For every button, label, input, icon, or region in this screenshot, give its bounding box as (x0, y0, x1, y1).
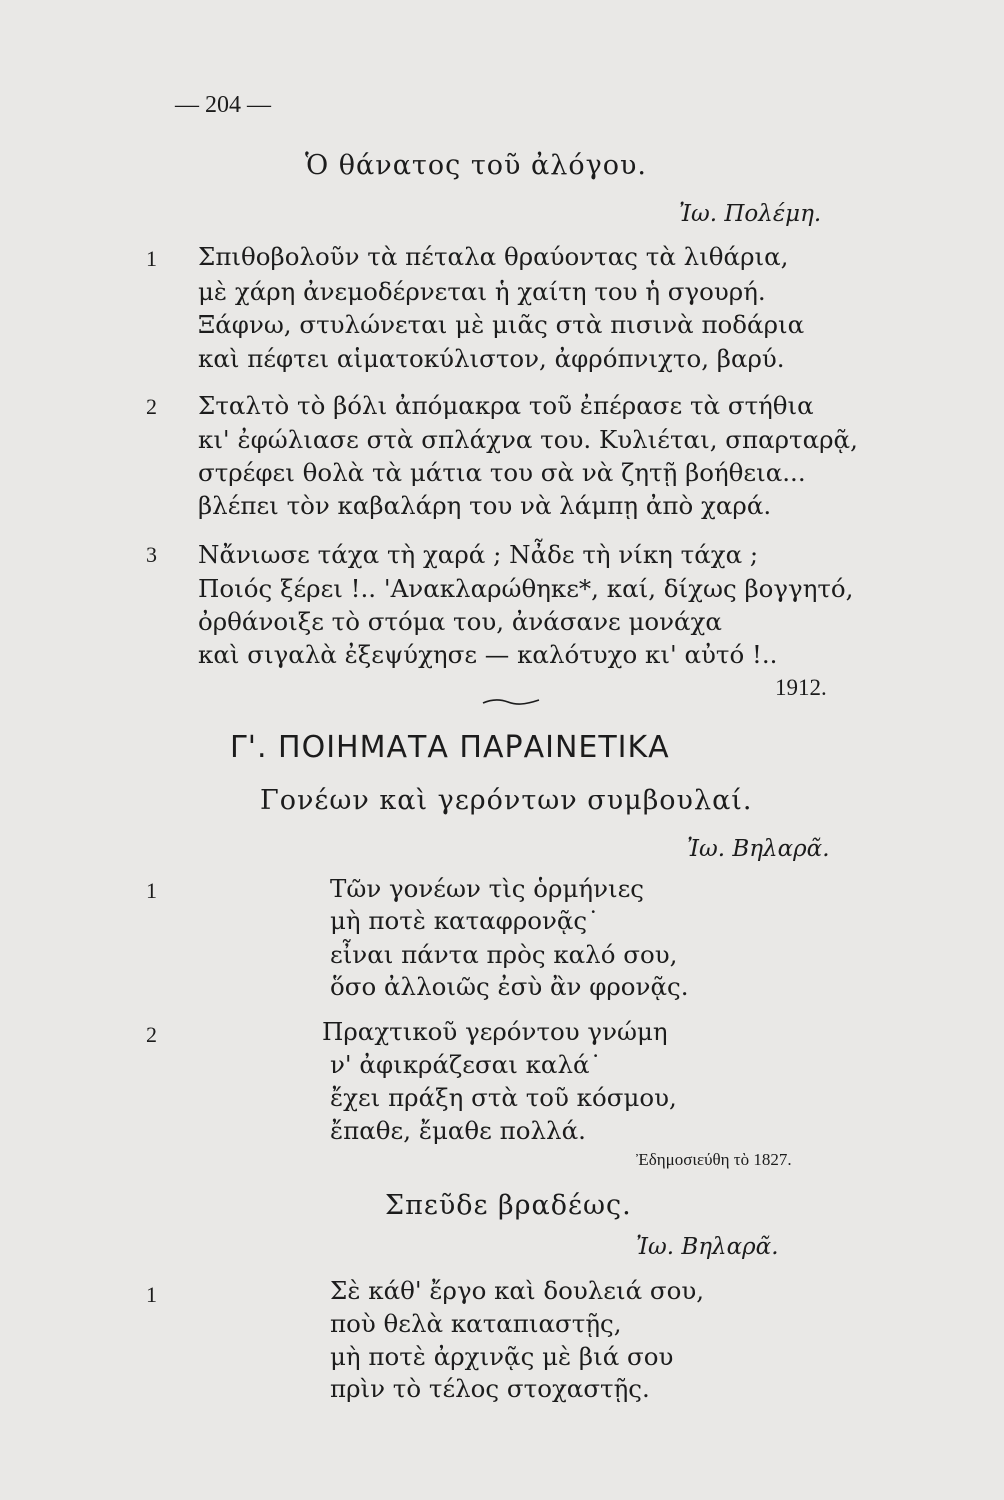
publication-note: Ἐδημοσιεύθη τὸ 1827. (636, 1150, 792, 1169)
stanza-number: 2 (146, 394, 157, 419)
verse-line: Νἄνιωσε τάχα τὴ χαρά ; Νἆδε τὴ νίκη τάχα ; (198, 540, 759, 569)
verse-line: Τῶν γονέων τὶς ὁρμήνιες (330, 874, 644, 903)
verse-line: Σπιθοβολοῦν τὰ πέταλα θραύοντας τὰ λιθάρια, (198, 242, 789, 271)
verse-line: Πραχτικοῦ γερόντου γνώμη (322, 1017, 668, 1046)
page-number: — 204 — (175, 92, 271, 118)
verse-line: μὴ ποτὲ ἀρχινᾷς μὲ βιά σου (330, 1342, 674, 1371)
verse-line: πρὶν τὸ τέλος στοχαστῇς. (330, 1374, 650, 1403)
verse-line: ποὺ θελὰ καταπιαστῇς, (330, 1309, 622, 1338)
flourish-divider (482, 697, 540, 707)
stanza-number: 1 (146, 246, 157, 271)
verse-line: Ποιός ξέρει !.. 'Ανακλαρώθηκε*, καί, δίχως βογγητό, (198, 574, 854, 603)
verse-line: ὀρθάνοιξε τὸ στόμα του, ἀνάσανε μονάχα (198, 607, 722, 636)
stanza-number: 1 (146, 1282, 157, 1307)
verse-line: Ξάφνω, στυλώνεται μὲ μιᾶς στὰ πισινὰ ποδάρια (198, 310, 805, 339)
poem-year: 1912. (775, 675, 827, 700)
stanza-number: 2 (146, 1022, 157, 1047)
poem-title: Σπεῦδε βραδέως. (385, 1190, 632, 1221)
poem-title: Ὁ θάνατος τοῦ ἀλόγου. (305, 150, 647, 181)
verse-line: βλέπει τὸν καβαλάρη του νὰ λάμπῃ ἀπὸ χαρά. (198, 491, 772, 520)
verse-line: στρέφει θολὰ τὰ μάτια του σὰ νὰ ζητῇ βοήθεια... (198, 458, 806, 487)
verse-line: καὶ πέφτει αἱματοκύλιστον, ἀφρόπνιχτο, βαρύ. (198, 344, 785, 373)
poem-title: Γονέων καὶ γερόντων συμβουλαί. (260, 785, 753, 816)
stanza-number: 3 (146, 542, 157, 567)
poem-author: Ἰω. Βηλαρᾶ. (687, 836, 830, 862)
stanza-number: 1 (146, 878, 157, 903)
poem-author: Ἰω. Πολέμη. (679, 201, 822, 227)
verse-line: καὶ σιγαλὰ ἐξεψύχησε — καλότυχο κι' αὐτό !.. (198, 640, 778, 669)
verse-line: μὲ χάρη ἀνεμοδέρνεται ἡ χαίτη του ἡ σγουρή. (198, 277, 766, 306)
verse-line: εἶναι πάντα πρὸς καλό σου, (330, 940, 678, 969)
verse-line: ν' ἀφικράζεσαι καλά˙ (330, 1050, 602, 1079)
verse-line: κι' ἐφώλιασε στὰ σπλάχνα του. Κυλιέται, σπαρταρᾷ, (198, 425, 858, 454)
section-header: Γ'. ΠΟΙΗΜΑΤΑ ΠΑΡΑΙΝΕΤΙΚΑ (230, 730, 670, 765)
verse-line: ἔπαθε, ἔμαθε πολλά. (330, 1116, 586, 1145)
verse-line: μὴ ποτὲ καταφρονᾷς˙ (330, 906, 600, 935)
verse-line: Σταλτὸ τὸ βόλι ἀπόμακρα τοῦ ἐπέρασε τὰ στήθια (198, 391, 814, 420)
poem-author: Ἰω. Βηλαρᾶ. (636, 1234, 779, 1260)
verse-line: Σὲ κάθ' ἔργο καὶ δουλειά σου, (330, 1276, 705, 1305)
verse-line: ὅσο ἀλλοιῶς ἐσὺ ἂν φρονᾷς. (330, 972, 689, 1001)
verse-line: ἔχει πράξη στὰ τοῦ κόσμου, (330, 1083, 677, 1112)
